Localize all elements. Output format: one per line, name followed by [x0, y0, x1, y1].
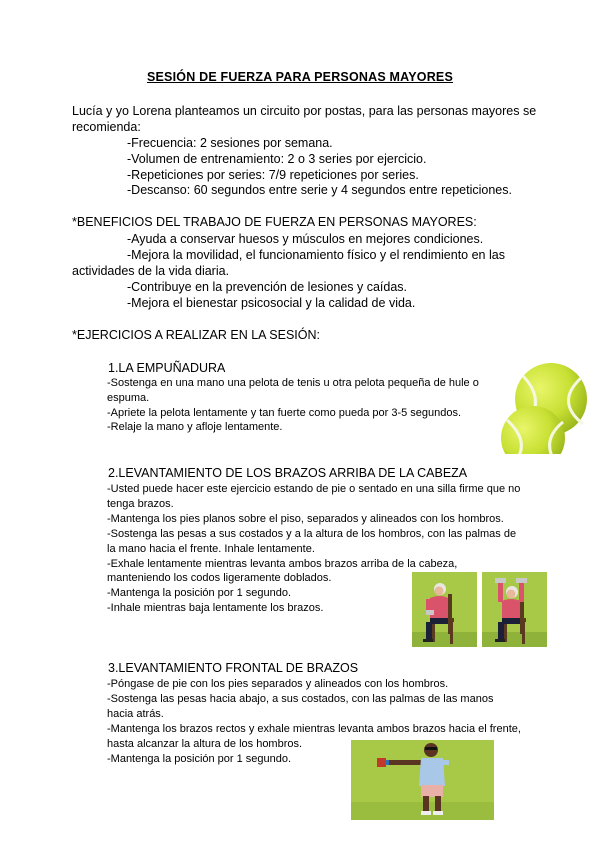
exercise-3-line: -Sostenga las pesas hacia abajo, a sus costados, con las palmas de las manos — [107, 693, 494, 705]
intro-line-2: recomienda: — [72, 120, 141, 134]
intro-item-rest: -Descanso: 60 segundos entre serie y 4 segundos entre repeticiones. — [127, 183, 512, 197]
exercise-2-line: tenga brazos. — [107, 498, 174, 510]
intro-item-repetitions: -Repeticiones por series: 7/9 repeticiones por series. — [127, 168, 419, 182]
exercise-1-title: 1.LA EMPUÑADURA — [108, 361, 226, 375]
exercise-3-line: -Póngase de pie con los pies separados y alineados con los hombros. — [107, 678, 449, 690]
exercise-3-line: hacia atrás. — [107, 708, 164, 720]
benefit-item-2a: -Mejora la movilidad, el funcionamiento físico y el rendimiento en las — [127, 248, 505, 262]
exercise-2-line: -Sostenga las pesas a sus costados y a la altura de los hombros, con las palmas de — [107, 528, 517, 540]
exercise-3-title: 3.LEVANTAMIENTO FRONTAL DE BRAZOS — [108, 661, 359, 675]
seated-arms-up-photo — [482, 572, 547, 647]
tennis-balls-image — [493, 362, 593, 454]
exercise-2-line: -Exhale lentamente mientras levanta ambos brazos arriba de la cabeza, — [107, 558, 458, 570]
benefit-item-3: -Contribuye en la prevención de lesiones y caídas. — [127, 280, 408, 294]
exercise-2-line: -Inhale mientras baja lentamente los brazos. — [107, 602, 324, 614]
benefit-item-1: -Ayuda a conservar huesos y músculos en mejores condiciones. — [127, 232, 484, 246]
exercise-3-line: hasta alcanzar la altura de los hombros. — [107, 738, 303, 750]
exercise-1-line: -Relaje la mano y afloje lentamente. — [107, 421, 283, 433]
intro-line-1: Lucía y yo Lorena planteamos un circuito por postas, para las personas mayores se — [72, 104, 537, 118]
exercise-1-line: -Sostenga en una mano una pelota de tenis u otra pelota pequeña de hule o — [107, 377, 479, 389]
exercise-3-line: -Mantenga los brazos rectos y exhale mientras levanta ambos brazos hacia el frente, — [107, 723, 521, 735]
exercise-2-title: 2.LEVANTAMIENTO DE LOS BRAZOS ARRIBA DE LA CABEZA — [108, 466, 468, 480]
exercise-2-line: la mano hacia el frente. Inhale lentamente. — [107, 543, 315, 555]
exercise-1-line: espuma. — [107, 392, 150, 404]
exercise-2-line: -Usted puede hacer este ejercicio estando de pie o sentado en una silla firme que no — [107, 483, 521, 495]
benefit-item-4: -Mejora el bienestar psicosocial y la calidad de vida. — [127, 296, 416, 310]
benefit-item-2b: actividades de la vida diaria. — [72, 264, 230, 278]
exercise-2-line: -Mantenga los pies planos sobre el piso, separados y alineados con los hombros. — [107, 513, 504, 525]
standing-front-raise-photo — [351, 740, 494, 820]
exercise-2-line: -Mantenga la posición por 1 segundo. — [107, 587, 292, 599]
intro-item-frequency: -Frecuencia: 2 sesiones por semana. — [127, 136, 333, 150]
exercises-heading: *EJERCICIOS A REALIZAR EN LA SESIÓN: — [72, 328, 320, 342]
exercise-2-line: manteniendo los codos ligeramente doblados. — [107, 572, 332, 584]
benefits-heading: *BENEFICIOS DEL TRABAJO DE FUERZA EN PERSONAS MAYORES: — [72, 215, 477, 229]
exercise-3-line: -Mantenga la posición por 1 segundo. — [107, 753, 292, 765]
exercise-1-line: -Apriete la pelota lentamente y tan fuerte como pueda por 3-5 segundos. — [107, 407, 462, 419]
intro-item-volume: -Volumen de entrenamiento: 2 o 3 series por ejercicio. — [127, 152, 427, 166]
seated-arms-down-photo — [412, 572, 477, 647]
document-title: SESIÓN DE FUERZA PARA PERSONAS MAYORES — [146, 70, 454, 84]
